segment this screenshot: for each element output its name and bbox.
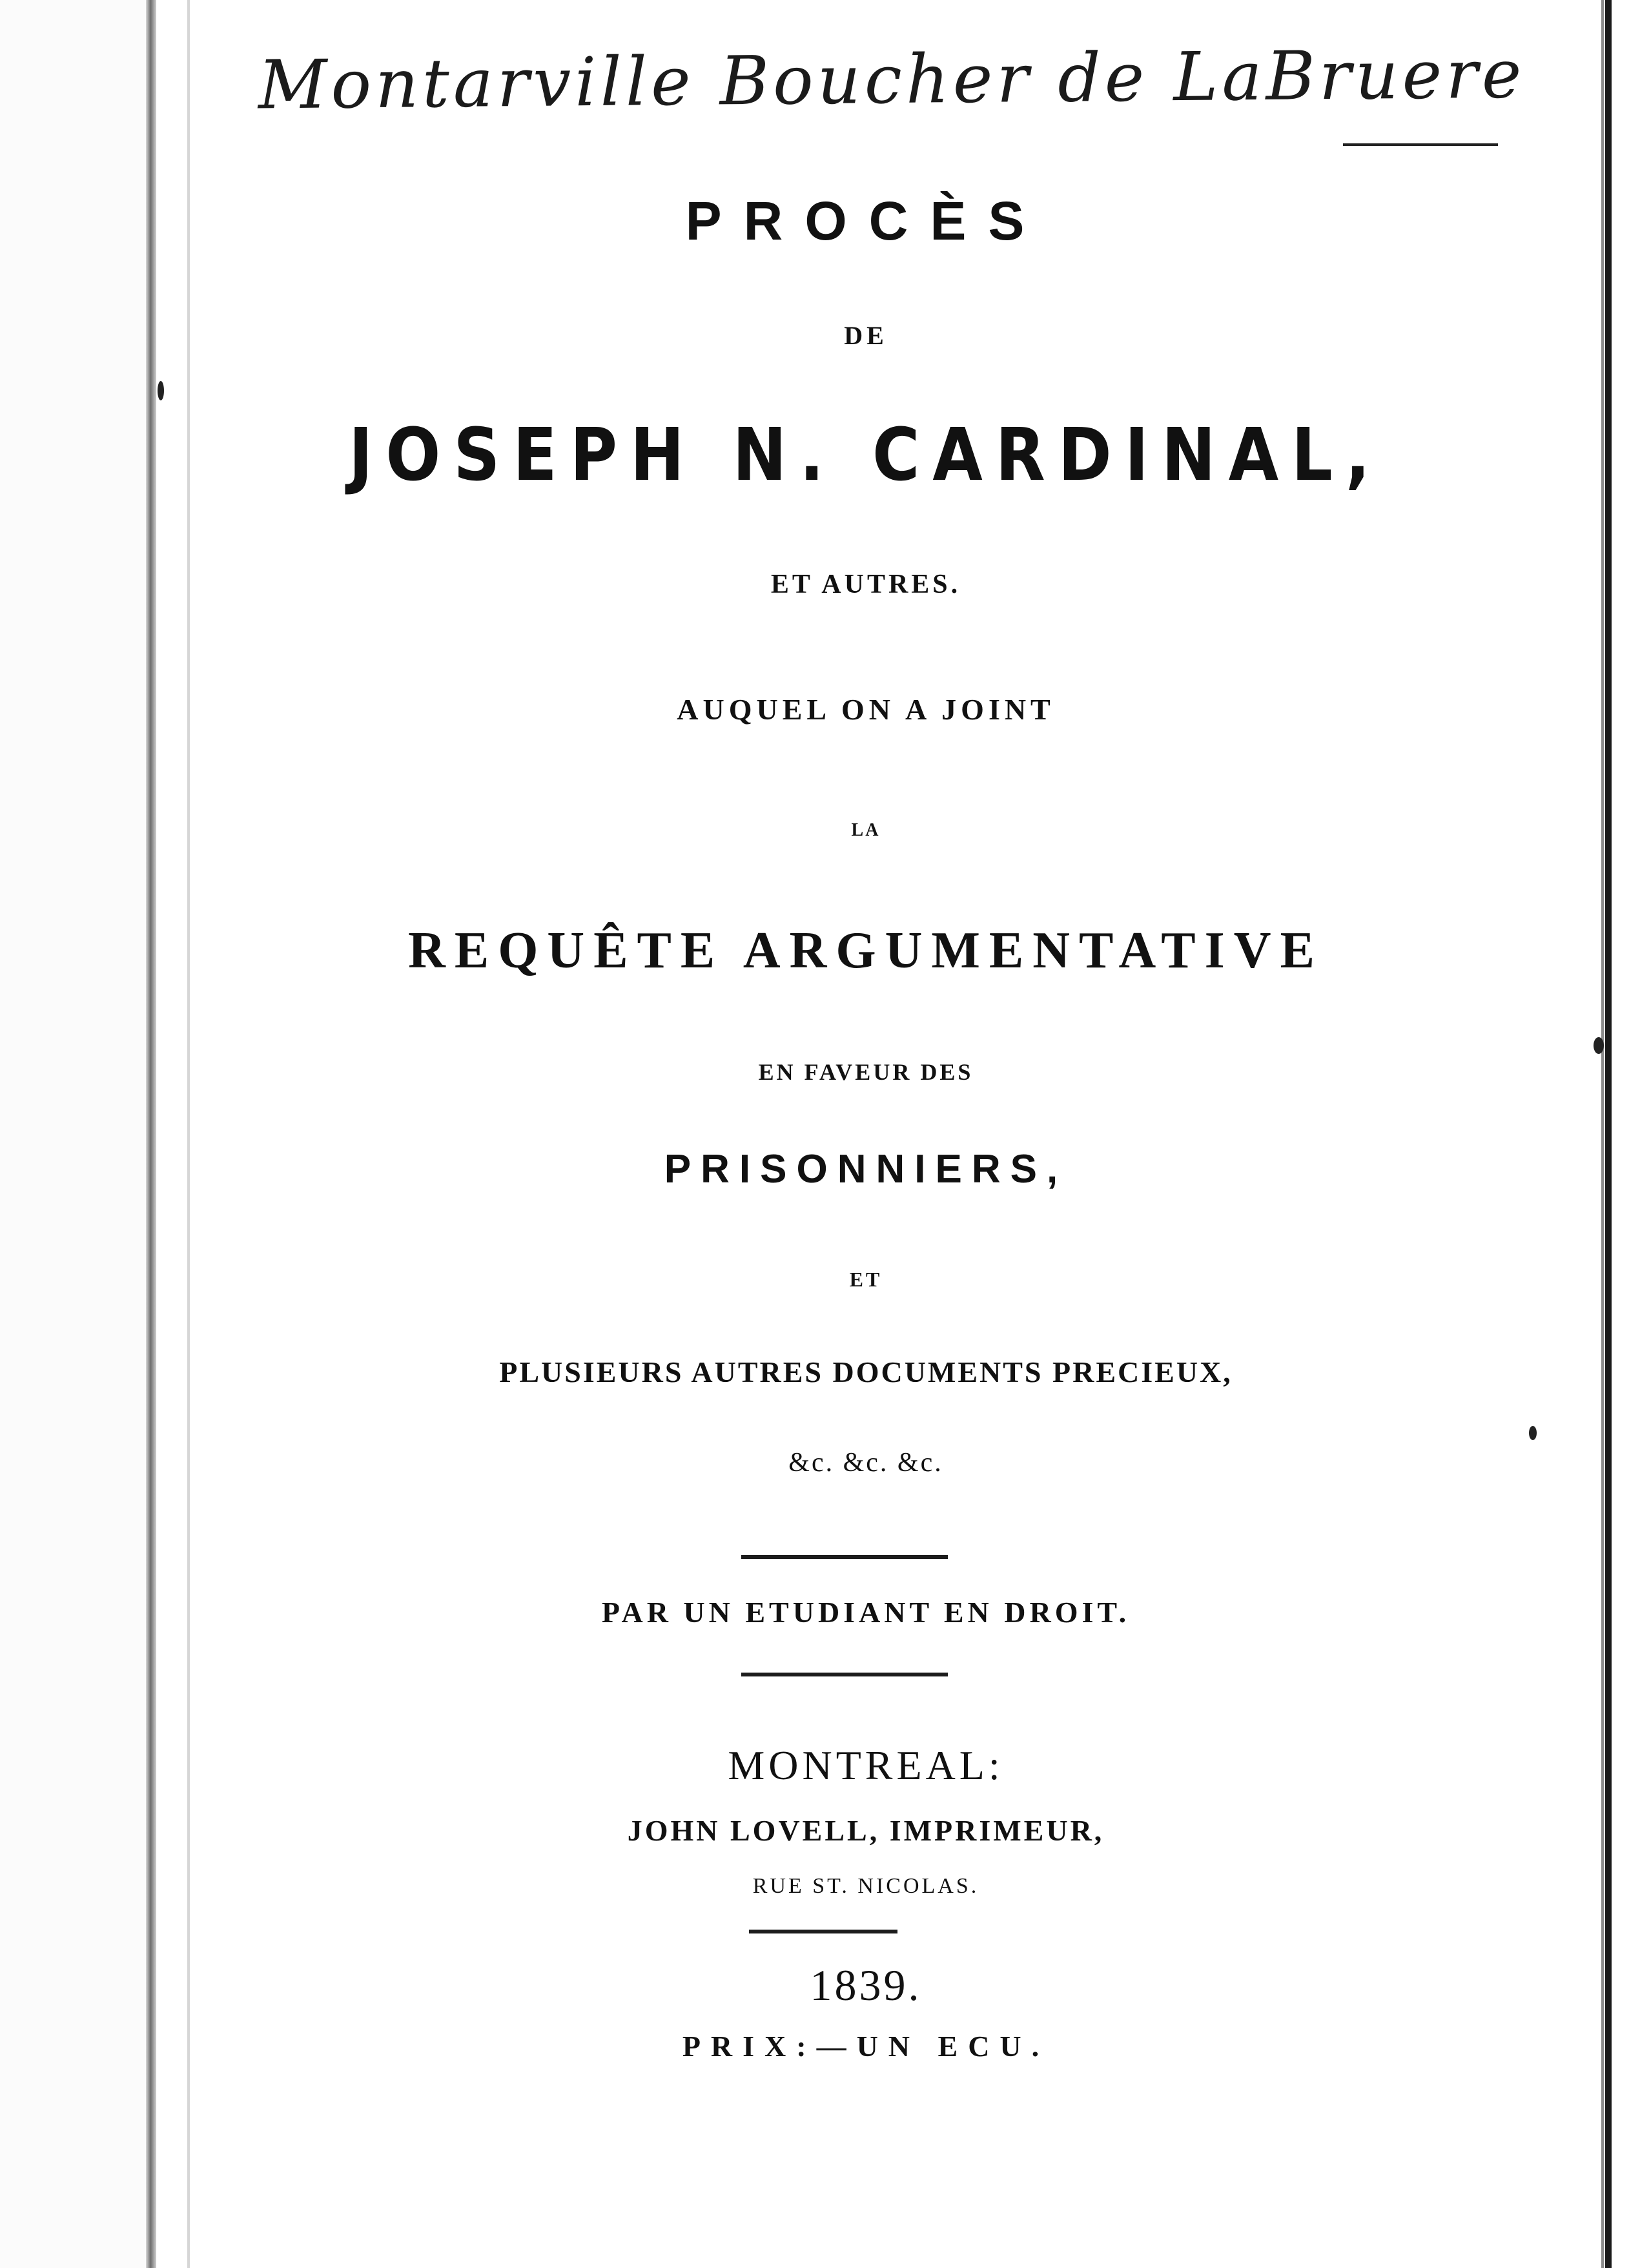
prisonniers-title: PRISONNIERS, bbox=[664, 1147, 1068, 1191]
auquel-line: AUQUEL ON A JOINT bbox=[677, 693, 1055, 726]
imprint-year: 1839. bbox=[810, 1961, 922, 2010]
requete-title: REQUÊTE ARGUMENTATIVE bbox=[408, 922, 1324, 979]
et-autres: ET AUTRES. bbox=[770, 570, 961, 599]
title-de: DE bbox=[844, 321, 888, 350]
price-line: PRIX:—UN ECU. bbox=[682, 2030, 1050, 2063]
scan-speck bbox=[158, 381, 164, 400]
scan-page-fold bbox=[146, 0, 156, 2268]
divider-rule bbox=[741, 1673, 948, 1676]
scan-right-edge bbox=[1601, 0, 1604, 2268]
et-line: ET bbox=[849, 1268, 883, 1291]
scan-right-border bbox=[1605, 0, 1640, 2268]
documents-line: PLUSIEURS AUTRES DOCUMENTS PRECIEUX, bbox=[499, 1356, 1233, 1388]
scan-left-margin bbox=[0, 0, 150, 2268]
la-line: LA bbox=[851, 820, 881, 840]
author-line: PAR UN ETUDIANT EN DROIT. bbox=[601, 1596, 1131, 1629]
scan-speck bbox=[1529, 1426, 1537, 1440]
divider-rule bbox=[749, 1930, 897, 1933]
defendant-name: JOSEPH N. CARDINAL, bbox=[349, 412, 1383, 497]
handwritten-underline bbox=[1343, 143, 1498, 146]
scan-speck bbox=[1594, 1037, 1604, 1054]
divider-rule bbox=[741, 1555, 948, 1559]
book-title: PROCÈS bbox=[685, 191, 1047, 251]
imprint-street: RUE ST. NICOLAS. bbox=[752, 1874, 979, 1898]
imprint-printer: JOHN LOVELL, IMPRIMEUR, bbox=[627, 1814, 1105, 1847]
etc-line: &c. &c. &c. bbox=[788, 1448, 943, 1478]
imprint-city: MONTREAL: bbox=[728, 1742, 1004, 1788]
en-faveur-line: EN FAVEUR DES bbox=[758, 1059, 974, 1085]
handwritten-inscription: Montarville Boucher de LaBruere bbox=[258, 34, 1526, 125]
